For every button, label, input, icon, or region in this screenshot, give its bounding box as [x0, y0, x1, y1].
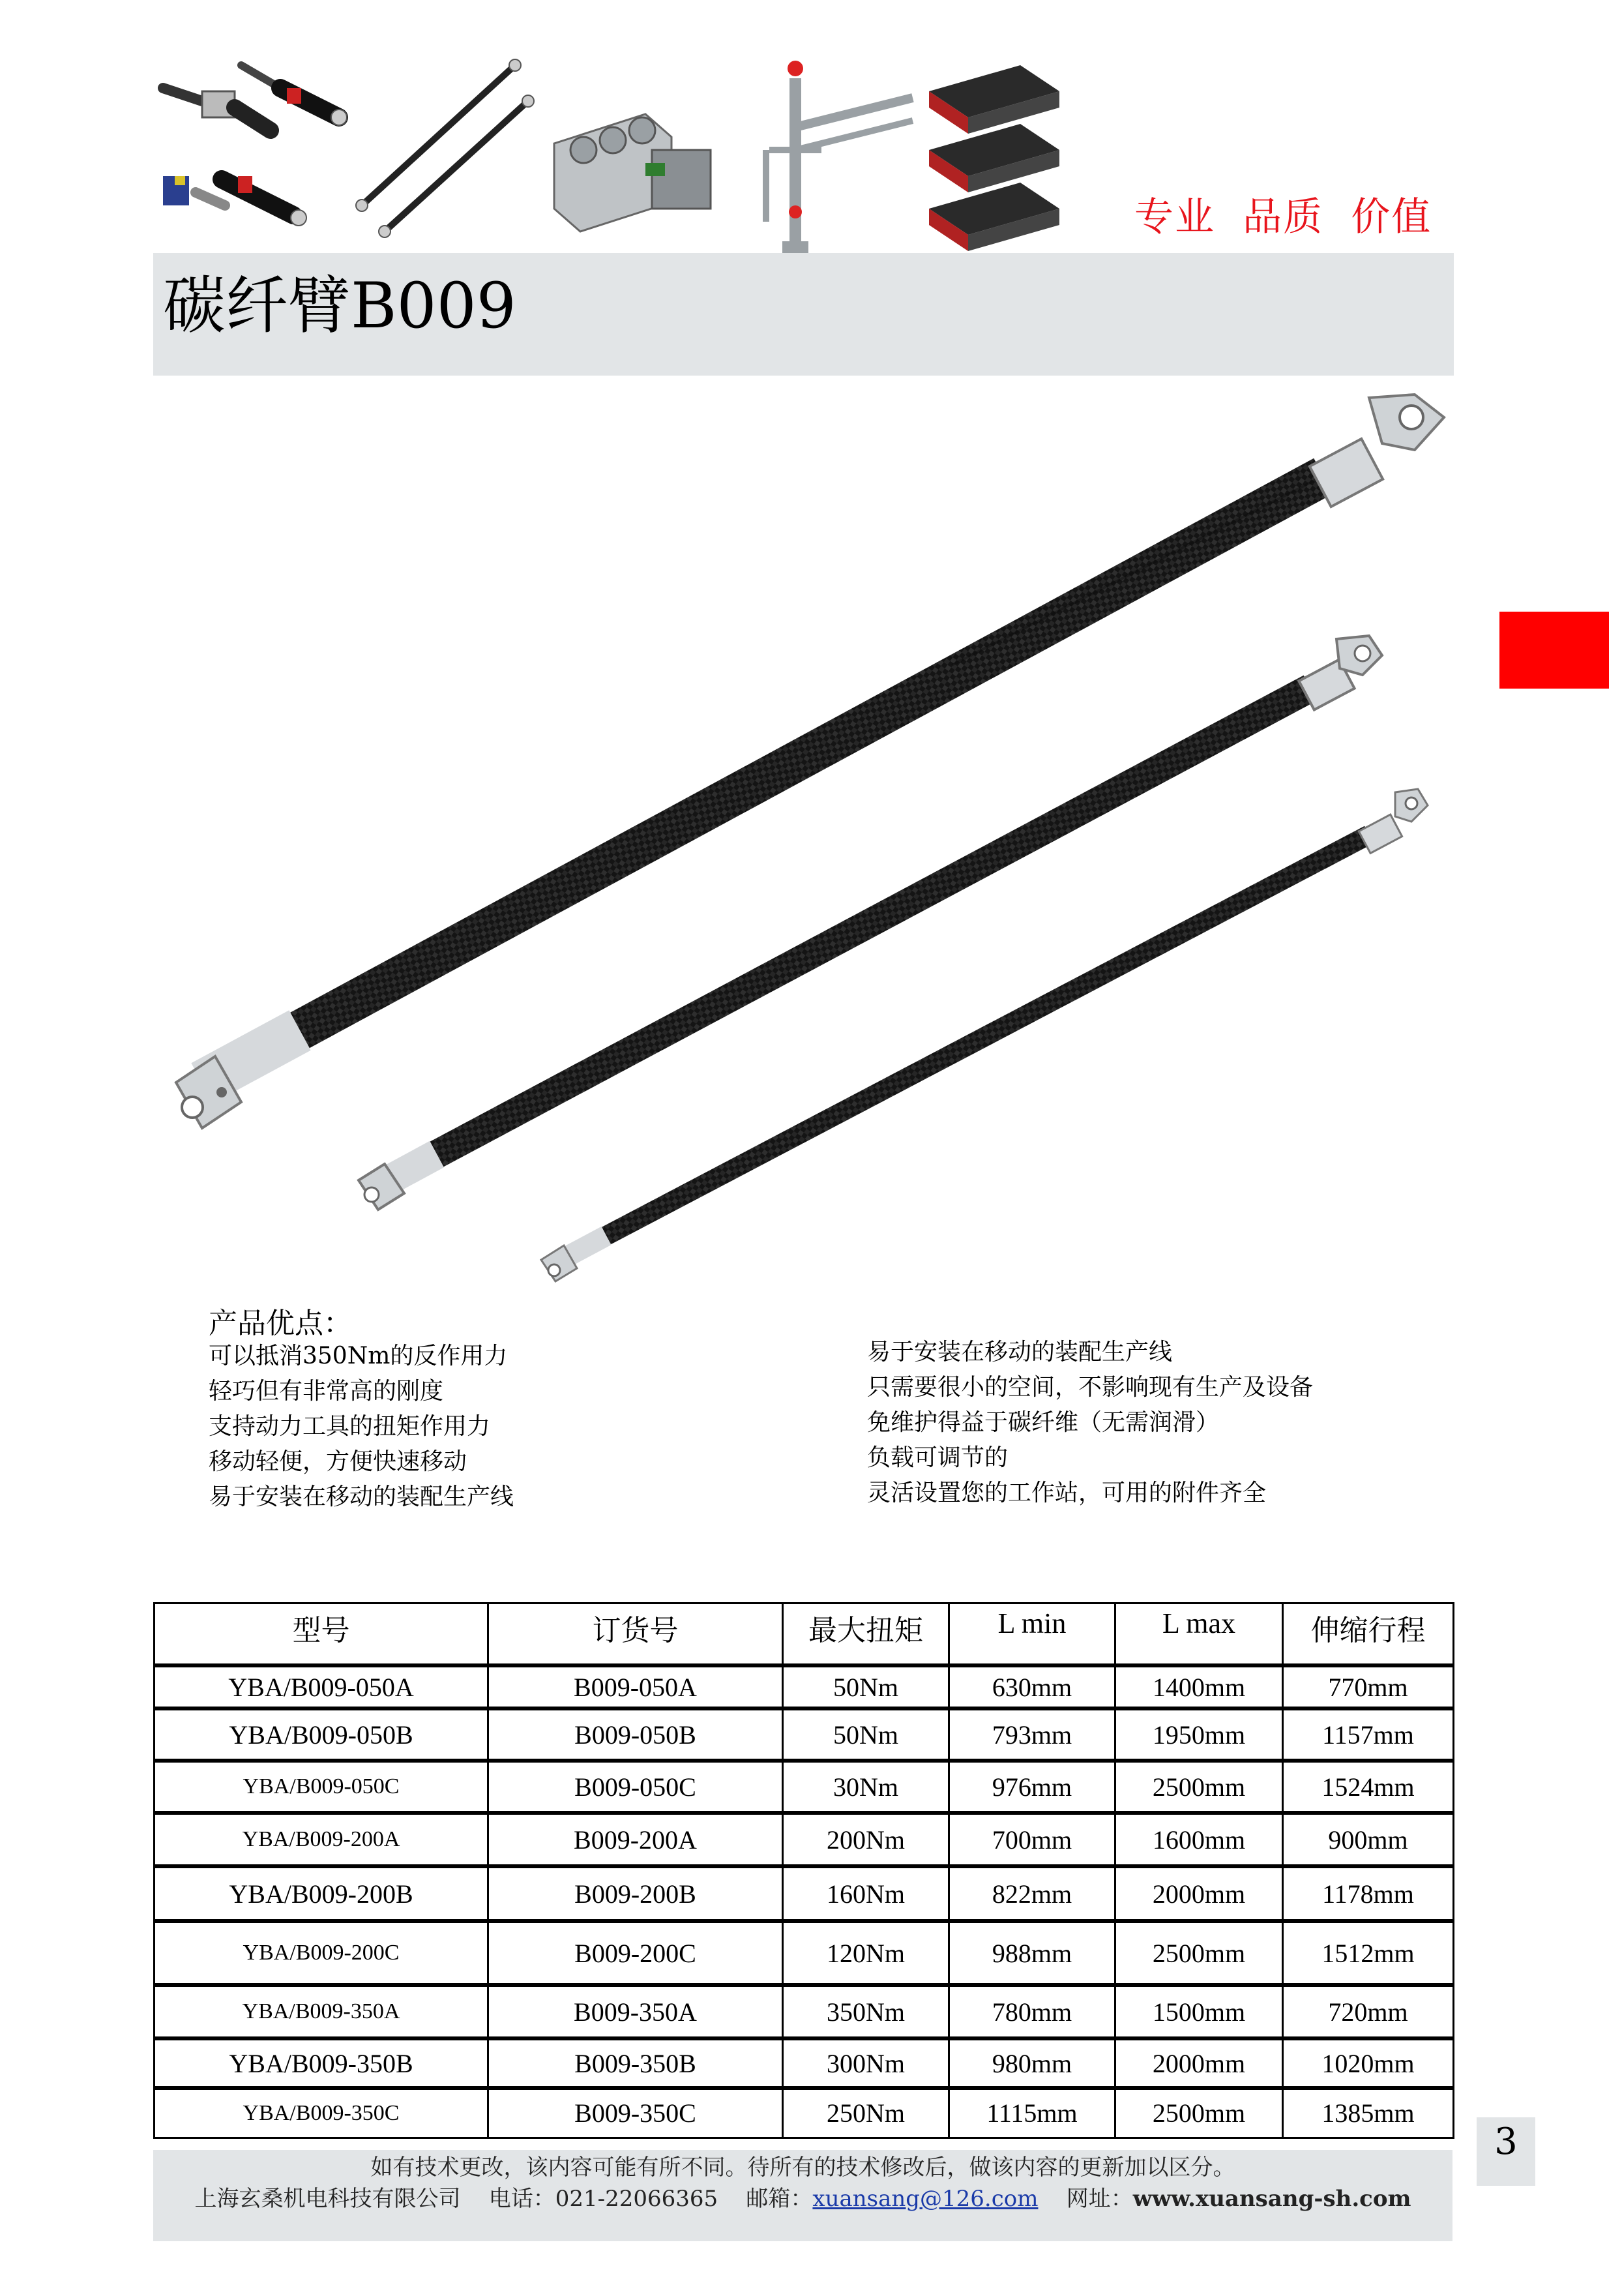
cell-order-number: B009-350A	[488, 1985, 783, 2038]
cell-stroke: 720mm	[1283, 1985, 1454, 2038]
page-number: 3	[1494, 2121, 1518, 2163]
cell-model: YBA/B009-200B	[155, 1866, 488, 1921]
cell-l-max: 1950mm	[1115, 1708, 1283, 1761]
cell-l-min: 980mm	[949, 2038, 1115, 2088]
column-header-max-torque: 最大扭矩	[783, 1603, 949, 1666]
cell-l-max: 1400mm	[1115, 1665, 1283, 1708]
table-row	[155, 1761, 1454, 1813]
cell-stroke: 1512mm	[1283, 1921, 1454, 1985]
thumbnail-button-trays	[929, 65, 1059, 251]
cell-max-torque: 50Nm	[783, 1665, 949, 1708]
cell-max-torque: 120Nm	[783, 1921, 949, 1985]
product-thumbnails	[150, 52, 1089, 267]
cell-stroke: 1157mm	[1283, 1708, 1454, 1761]
column-header-stroke: 伸缩行程	[1283, 1603, 1454, 1666]
footer-website-label: 网址：	[1066, 2186, 1133, 2212]
thumbnail-carbon-rods	[356, 59, 534, 237]
advantage-item: 负载可调节的	[867, 1444, 1009, 1471]
cell-l-max: 1500mm	[1115, 1985, 1283, 2038]
column-header-l-min: L min	[949, 1603, 1115, 1666]
cell-order-number: B009-200B	[488, 1866, 783, 1921]
cell-l-min: 630mm	[949, 1665, 1115, 1708]
cell-l-max: 2500mm	[1115, 2088, 1283, 2138]
column-header-l-max: L max	[1115, 1603, 1283, 1666]
cell-stroke: 1178mm	[1283, 1866, 1454, 1921]
advantage-item: 只需要很小的空间，不影响现有生产及设备	[867, 1374, 1314, 1401]
carbon-arm-large	[176, 395, 1444, 1128]
product-illustration	[156, 378, 1460, 1291]
cell-stroke: 1524mm	[1283, 1761, 1454, 1813]
cell-l-min: 822mm	[949, 1866, 1115, 1921]
cell-model: YBA/B009-050A	[155, 1665, 488, 1708]
footer-notice: 如有技术更改，该内容可能有所不同。待所有的技术修改后，做该内容的更新加以区分。	[370, 2154, 1235, 2181]
cell-model: YBA/B009-050B	[155, 1708, 488, 1761]
advantage-item: 轻巧但有非常高的刚度	[209, 1378, 444, 1405]
cell-l-min: 976mm	[949, 1761, 1115, 1813]
cell-l-max: 2000mm	[1115, 2038, 1283, 2088]
cell-order-number: B009-350C	[488, 2088, 783, 2138]
advantages-left-list	[209, 1339, 514, 1515]
specification-table	[153, 1602, 1454, 2139]
thumbnail-torque-reaction-arms	[163, 65, 347, 226]
column-header-model: 型号	[155, 1603, 488, 1666]
table-row	[155, 2038, 1454, 2088]
cell-model: YBA/B009-350B	[155, 2038, 488, 2088]
advantage-item: 支持动力工具的扭矩作用力	[209, 1413, 491, 1440]
footer-website: www.xuansang-sh.com	[1132, 2186, 1411, 2212]
cell-l-min: 988mm	[949, 1921, 1115, 1985]
cell-max-torque: 350Nm	[783, 1985, 949, 2038]
cell-max-torque: 30Nm	[783, 1761, 949, 1813]
cell-max-torque: 250Nm	[783, 2088, 949, 2138]
cell-stroke: 1020mm	[1283, 2038, 1454, 2088]
cell-l-min: 1115mm	[949, 2088, 1115, 2138]
cell-model: YBA/B009-200A	[155, 1813, 488, 1866]
footer-company: 上海玄桑机电科技有限公司	[194, 2186, 461, 2212]
cell-l-max: 1600mm	[1115, 1813, 1283, 1866]
table-row	[155, 1665, 1454, 1708]
cell-l-min: 793mm	[949, 1708, 1115, 1761]
cell-order-number: B009-200C	[488, 1921, 783, 1985]
column-header-order-number: 订货号	[488, 1603, 783, 1666]
footer-contact	[153, 2181, 1452, 2213]
footer-phone: 021-22066365	[555, 2186, 718, 2212]
cell-order-number: B009-050C	[488, 1761, 783, 1813]
table-header-row	[155, 1603, 1454, 1666]
cell-l-max: 2000mm	[1115, 1866, 1283, 1921]
cell-order-number: B009-050B	[488, 1708, 783, 1761]
table-row	[155, 1921, 1454, 1985]
advantage-item: 移动轻便，方便快速移动	[209, 1448, 467, 1475]
cell-model: YBA/B009-350A	[155, 1985, 488, 2038]
thumbnail-trolley	[554, 114, 711, 231]
cell-max-torque: 300Nm	[783, 2038, 949, 2088]
cell-l-min: 700mm	[949, 1813, 1115, 1866]
cell-stroke: 1385mm	[1283, 2088, 1454, 2138]
thumbnail-arm-stand	[766, 61, 913, 254]
advantage-item: 可以抵消350Nm的反作用力	[209, 1343, 508, 1369]
cell-l-min: 780mm	[949, 1985, 1115, 2038]
cell-stroke: 900mm	[1283, 1813, 1454, 1866]
cell-l-max: 2500mm	[1115, 1761, 1283, 1813]
table-row	[155, 1866, 1454, 1921]
cell-order-number: B009-350B	[488, 2038, 783, 2088]
table-row	[155, 1985, 1454, 2038]
advantage-item: 灵活设置您的工作站，可用的附件齐全	[867, 1480, 1267, 1506]
advantage-item: 易于安装在移动的装配生产线	[867, 1339, 1173, 1365]
cell-stroke: 770mm	[1283, 1665, 1454, 1708]
footer-email-label: 邮箱：	[746, 2186, 813, 2212]
footer-phone-label: 电话：	[488, 2186, 555, 2212]
footer-email-link[interactable]: xuansang@126.com	[812, 2186, 1039, 2212]
section-tab-marker	[1499, 612, 1609, 689]
cell-model: YBA/B009-350C	[155, 2088, 488, 2138]
advantages-heading: 产品优点：	[209, 1307, 352, 1340]
table-row	[155, 2088, 1454, 2138]
cell-max-torque: 50Nm	[783, 1708, 949, 1761]
cell-max-torque: 160Nm	[783, 1866, 949, 1921]
table-row	[155, 1708, 1454, 1761]
cell-order-number: B009-200A	[488, 1813, 783, 1866]
cell-model: YBA/B009-200C	[155, 1921, 488, 1985]
table-row	[155, 1813, 1454, 1866]
cell-l-max: 2500mm	[1115, 1921, 1283, 1985]
advantage-item: 免维护得益于碳纤维（无需润滑）	[867, 1409, 1220, 1436]
advantage-item: 易于安装在移动的装配生产线	[209, 1483, 514, 1510]
page-title: 碳纤臂B009	[163, 269, 516, 342]
slogan: 专业 品质 价值	[1134, 194, 1432, 240]
cell-model: YBA/B009-050C	[155, 1761, 488, 1813]
cell-max-torque: 200Nm	[783, 1813, 949, 1866]
advantages-right-list	[867, 1335, 1313, 1511]
cell-order-number: B009-050A	[488, 1665, 783, 1708]
